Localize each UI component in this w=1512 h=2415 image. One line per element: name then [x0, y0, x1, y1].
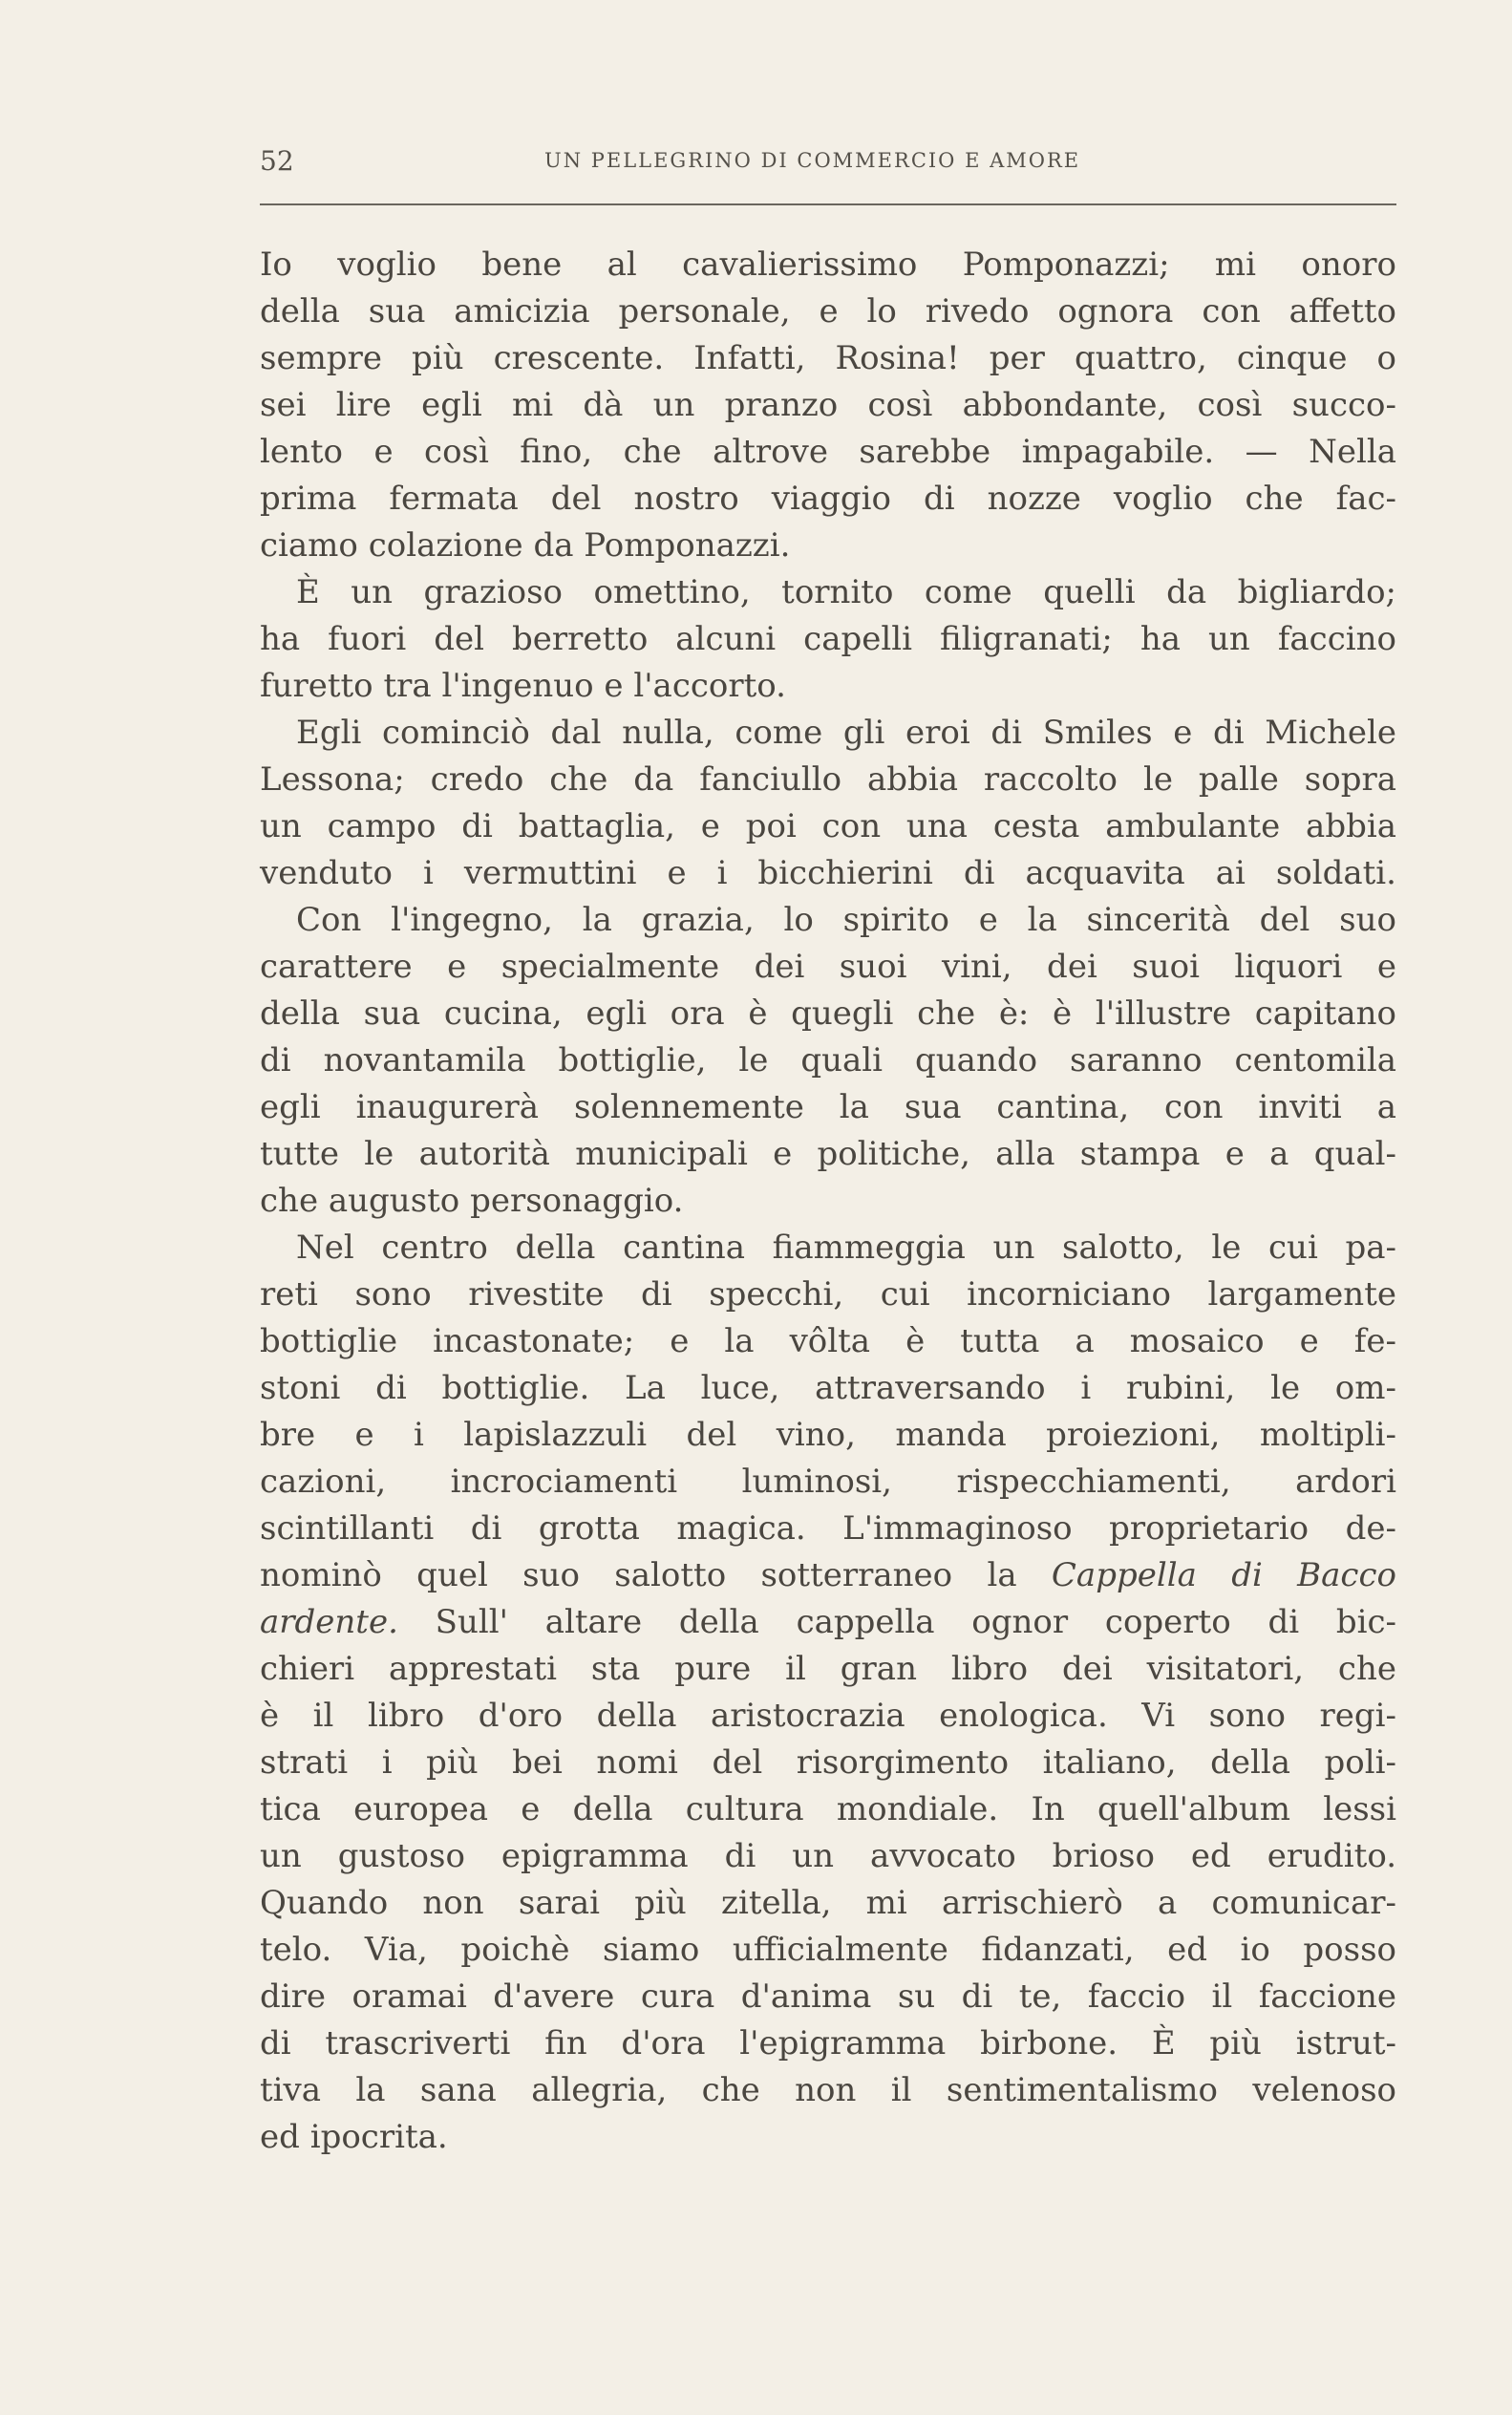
line-text: nominò quel suo salotto sotterraneo la: [260, 1556, 1017, 1594]
text-line: di novantamila bottiglie, le quali quando saranno centomila: [260, 1041, 1396, 1079]
text-line: bre e i lapislazzuli del vino, manda proiezioni, moltipli-: [260, 1416, 1396, 1454]
running-title: UN PELLEGRINO DI COMMERCIO E AMORE: [544, 149, 1081, 172]
text-line: un campo di battaglia, e poi con una cesta ambulante abbia: [260, 807, 1396, 845]
text-line: che augusto personaggio.: [260, 1182, 684, 1220]
text-line: ciamo colazione da Pomponazzi.: [260, 526, 791, 565]
text-line: sei lire egli mi dà un pranzo così abbondante, così succo-: [260, 386, 1396, 424]
header-rule: [260, 203, 1396, 205]
text-line: Io voglio bene al cavalierissimo Pomponazzi; mi onoro: [260, 246, 1396, 284]
text-line: Con l'ingegno, la grazia, lo spirito e la sincerità del suo: [296, 901, 1396, 939]
page-number: 52: [260, 145, 294, 177]
text-line: ha fuori del berretto alcuni capelli filigranati; ha un faccino: [260, 620, 1396, 658]
text-line: prima fermata del nostro viaggio di nozze voglio che fac-: [260, 480, 1396, 518]
text-line: bottiglie incastonate; e la vôlta è tutta a mosaico e fe-: [260, 1322, 1396, 1360]
text-line: Lessona; credo che da fanciullo abbia raccolto le palle sopra: [260, 760, 1396, 799]
text-line: sempre più crescente. Infatti, Rosina! per quattro, cinque o: [260, 339, 1396, 377]
italic-title: Cappella di Bacco: [1051, 1556, 1396, 1594]
page-header: [260, 145, 1396, 183]
text-line: chieri apprestati sta pure il gran libro dei visitatori, che: [260, 1650, 1396, 1688]
text-line: un gustoso epigramma di un avvocato brioso ed erudito.: [260, 1837, 1396, 1875]
text-line: venduto i vermuttini e i bicchierini di acquavita ai soldati.: [260, 854, 1396, 892]
text-line: scintillanti di grotta magica. L'immaginoso proprietario de-: [260, 1509, 1396, 1548]
text-line: stoni di bottiglie. La luce, attraversando i rubini, le om-: [260, 1369, 1396, 1407]
text-line: È un grazioso omettino, tornito come quelli da bigliardo;: [296, 573, 1396, 611]
text-line: egli inaugurerà solennemente la sua cantina, con inviti a: [260, 1088, 1396, 1126]
text-line: della sua amicizia personale, e lo rivedo ognora con affetto: [260, 292, 1396, 331]
text-line: reti sono rivestite di specchi, cui incorniciano largamente: [260, 1275, 1396, 1314]
text-line: cazioni, incrociamenti luminosi, rispecchiamenti, ardori: [260, 1463, 1396, 1501]
text-line: [260, 1599, 1396, 1646]
text-line: Egli cominciò dal nulla, come gli eroi di Smiles e di Michele: [296, 714, 1396, 752]
text-line: Quando non sarai più zitella, mi arrischierò a comunicar-: [260, 1884, 1396, 1922]
text-line: strati i più bei nomi del risorgimento italiano, della poli-: [260, 1743, 1396, 1782]
text-line: tutte le autorità municipali e politiche, alla stampa e a qual-: [260, 1135, 1396, 1173]
italic-title: ardente.: [260, 1603, 398, 1641]
text-line: è il libro d'oro della aristocrazia enologica. Vi sono regi-: [260, 1697, 1396, 1735]
text-line: tica europea e della cultura mondiale. In quell'album lessi: [260, 1790, 1396, 1828]
text-line: Nel centro della cantina fiammeggia un salotto, le cui pa-: [296, 1229, 1396, 1267]
text-line: telo. Via, poichè siamo ufficialmente fidanzati, ed io posso: [260, 1931, 1396, 1969]
text-line: [260, 1552, 1396, 1599]
body-text: [260, 242, 1396, 2161]
line-text: Sull' altare della cappella ognor coperto di bic-: [435, 1603, 1396, 1641]
text-line: lento e così fino, che altrove sarebbe impagabile. — Nella: [260, 433, 1396, 471]
text-line: carattere e specialmente dei suoi vini, dei suoi liquori e: [260, 948, 1396, 986]
text-line: ed ipocrita.: [260, 2118, 448, 2156]
text-line: della sua cucina, egli ora è quegli che è: è l'illustre capitano: [260, 994, 1396, 1033]
text-line: dire oramai d'avere cura d'anima su di te, faccio il faccione: [260, 1977, 1396, 2016]
text-line: di trascriverti fin d'ora l'epigramma birbone. È più istrut-: [260, 2024, 1396, 2062]
text-line: furetto tra l'ingenuo e l'accorto.: [260, 667, 786, 705]
text-line: tiva la sana allegria, che non il sentimentalismo velenoso: [260, 2071, 1396, 2109]
